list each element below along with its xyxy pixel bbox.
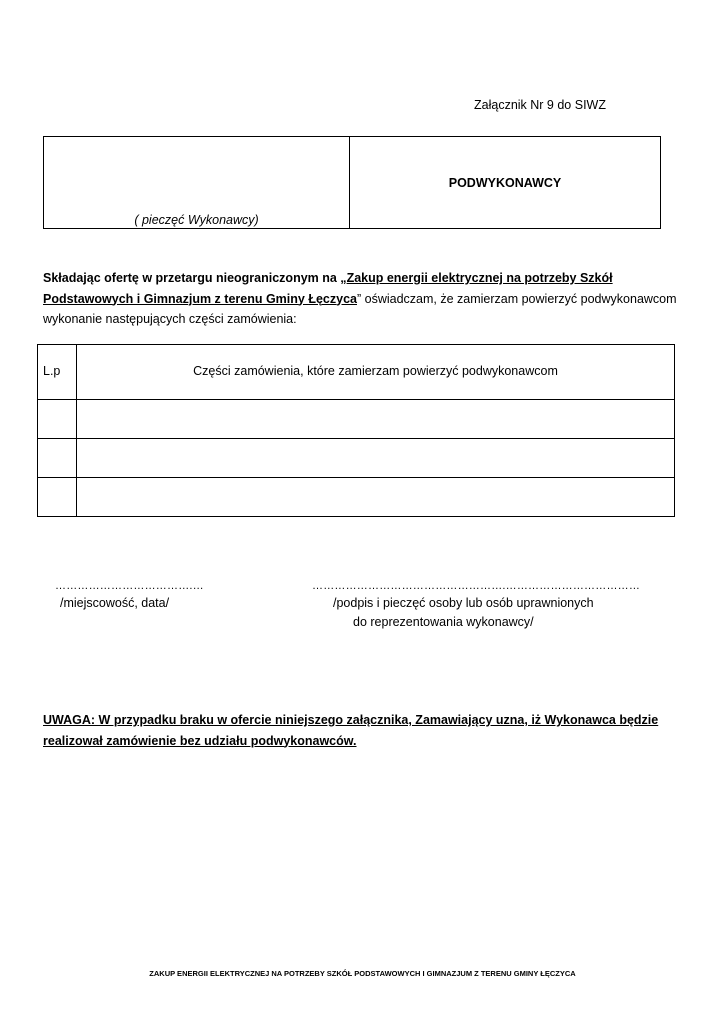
table-row bbox=[38, 400, 675, 439]
signature-label: /podpis i pieczęć osoby lub osób uprawnionych bbox=[333, 596, 594, 610]
stamp-area bbox=[44, 137, 350, 228]
table-cell-part[interactable] bbox=[77, 439, 675, 478]
document-title: PODWYKONAWCY bbox=[448, 176, 562, 190]
intro-prefix: Składając ofertę w przetargu nieograniczonym na „ bbox=[43, 271, 347, 285]
tender-subject: Zakup energii elektrycznej na potrzeby Szkół Podstawowych i Gimnazjum z terenu Gminy Łęczyca bbox=[43, 271, 613, 306]
table-row bbox=[38, 439, 675, 478]
subcontract-table bbox=[37, 344, 675, 517]
place-date-line[interactable]: ……………………………….… bbox=[55, 580, 204, 592]
table-cell-part[interactable] bbox=[77, 400, 675, 439]
column-header-parts: Części zamówienia, które zamierzam powierzyć podwykonawcom bbox=[77, 345, 675, 400]
place-date-label: /miejscowość, data/ bbox=[60, 596, 170, 610]
column-header-lp: L.p bbox=[38, 345, 77, 400]
title-area bbox=[350, 137, 660, 228]
warning-note: UWAGA: W przypadku braku w ofercie niniejszego załącznika, Zamawiający uzna, iż Wykonawca będzie realizował zamówienie bez udziału podwykonawców. bbox=[43, 713, 659, 748]
intro-paragraph bbox=[43, 268, 683, 330]
table-cell-lp[interactable] bbox=[38, 478, 77, 517]
intro-suffix: ” oświadczam, że zamierzam powierzyć podwykonawcom wykonanie następujących części zamówienia: bbox=[43, 291, 677, 326]
attachment-number: Załącznik Nr 9 do SIWZ bbox=[474, 98, 606, 112]
table-cell-lp[interactable] bbox=[38, 400, 77, 439]
table-cell-part[interactable] bbox=[77, 478, 675, 517]
signature-label-continued: do reprezentowania wykonawcy/ bbox=[353, 615, 534, 629]
table-cell-lp[interactable] bbox=[38, 439, 77, 478]
table-row bbox=[38, 478, 675, 517]
page-footer: ZAKUP ENERGII ELEKTRYCZNEJ NA POTRZEBY SZKÓŁ PODSTAWOWYCH I GIMNAZJUM Z TERENU GMINY ŁĘCZYCA bbox=[149, 969, 576, 978]
signature-line[interactable]: …………………………………………….……………………………… bbox=[312, 580, 641, 592]
table-header-row bbox=[38, 345, 675, 400]
stamp-box bbox=[43, 136, 661, 229]
stamp-label: ( pieczęć Wykonawcy) bbox=[134, 213, 259, 227]
